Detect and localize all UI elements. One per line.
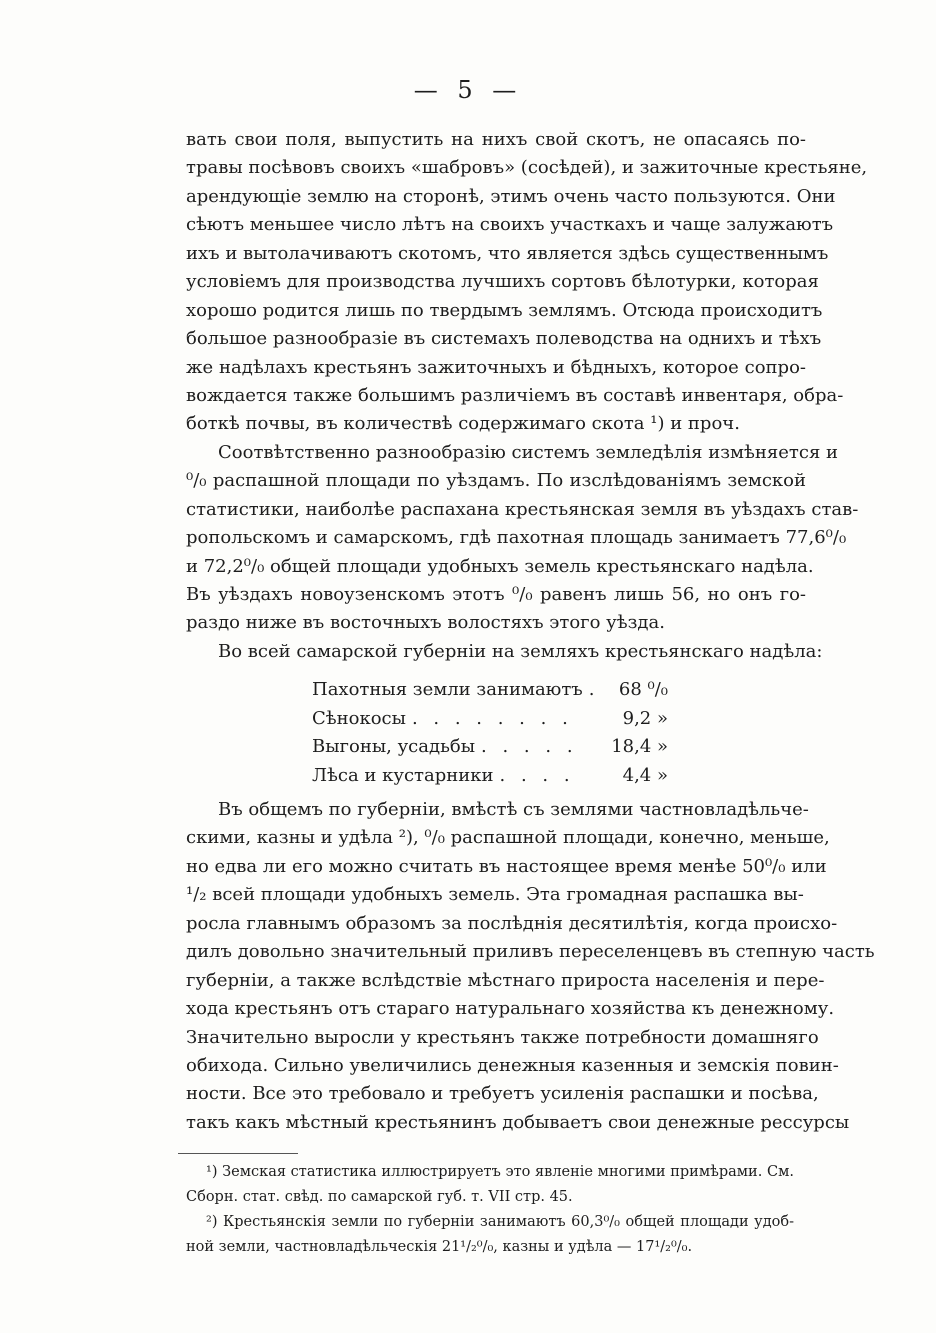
paragraph-3: [186, 638, 823, 666]
text-line: дилъ довольно значительный приливъ переселенцевъ въ степную часть: [186, 941, 875, 963]
text-line: травы посѣвовъ своихъ «шабровъ» (сосѣдей), и зажиточные крестьяне,: [186, 157, 868, 179]
text-line: статистики, наиболѣе распахана крестьянская земля въ уѣздахъ став-: [186, 498, 859, 520]
paragraph-2: [186, 439, 859, 638]
text-line: ихъ и вытолачиваютъ скотомъ, что является здѣсь существеннымъ: [186, 242, 829, 264]
text-line: арендующіе землю на сторонѣ, этимъ очень часто пользуются. Они: [186, 185, 836, 207]
footnote-2: [186, 1210, 794, 1260]
text-line: вождается также большимъ различіемъ въ составѣ инвентаря, обра-: [186, 384, 844, 406]
table-leader-dots: . . . . .: [481, 736, 578, 757]
table-label: Пахотныя земли занимаютъ: [312, 679, 583, 700]
text-line: ¹/₂ всей площади удобныхъ земель. Эта громадная распашка вы-: [186, 884, 804, 906]
table-leader-dots: . . . .: [499, 764, 575, 786]
footnote-line: Сборн. стат. свѣд. по самарской губ. т. VII стр. 45.: [186, 1189, 573, 1205]
table-leader-dots: .: [588, 679, 600, 700]
text-line: условіемъ для производства лучшихъ сортовъ бѣлотурки, которая: [186, 271, 819, 293]
text-line: росла главнымъ образомъ за послѣднія десятилѣтія, когда происхо-: [186, 912, 838, 934]
text-line: Въ уѣздахъ новоузенскомъ этотъ ⁰/₀ равенъ лишь 56, но онъ го-: [186, 584, 806, 605]
table-leader-dots: . . . . . . . .: [411, 707, 573, 729]
text-line: ности. Все это требовало и требуетъ усиленія распашки и посѣва,: [186, 1083, 819, 1105]
text-line: обихода. Сильно увеличились денежныя казенныя и земскія повин-: [186, 1054, 839, 1076]
text-line: скими, казны и удѣла ²), ⁰/₀ распашной площади, конечно, меньше,: [186, 827, 830, 849]
text-line: хода крестьянъ отъ стараго натуральнаго хозяйства къ денежному.: [186, 998, 835, 1020]
table-label: Выгоны, усадьбы: [312, 736, 476, 757]
text-line: такъ какъ мѣстный крестьянинъ добываетъ свои денежные рессурсы: [186, 1111, 850, 1133]
text-line: ропольскомъ и самарскомъ, гдѣ пахотная площадь занимаетъ 77,6⁰/₀: [186, 527, 847, 549]
table-label: Сѣнокосы: [312, 707, 406, 729]
text-line: но едва ли его можно считать въ настоящее время менѣе 50⁰/₀ или: [186, 855, 827, 877]
text-line: хорошо родится лишь по твердымъ землямъ. Отсюда происходитъ: [186, 299, 823, 321]
text-line: ⁰/₀ распашной площади по уѣздамъ. По изслѣдованіямъ земской: [186, 470, 806, 492]
text-line: и 72,2⁰/₀ общей площади удобныхъ земель крестьянскаго надѣла.: [186, 555, 814, 577]
land-use-table: [312, 676, 668, 790]
footnote-line: ²) Крестьянскія земли по губерніи занимаютъ 60,3⁰/₀ общей площади удоб-: [206, 1214, 794, 1230]
text-line: сѣютъ меньшее число лѣтъ на своихъ участкахъ и чаще залужаютъ: [186, 214, 834, 236]
main-text-block-1: [186, 126, 868, 666]
table-value: 9,2 »: [622, 707, 668, 729]
footnote-divider: [178, 1153, 298, 1154]
footnotes: [186, 1160, 794, 1260]
table-row: [312, 705, 668, 734]
table-row: [312, 733, 668, 762]
table-value: 18,4 »: [611, 736, 668, 757]
text-line: Во всей самарской губерніи на земляхъ крестьянскаго надѣла:: [218, 640, 823, 662]
table-label: Лѣса и кустарники: [312, 764, 494, 786]
text-line: вать свои поля, выпустить на нихъ свой скотъ, не опасаясь по-: [186, 129, 806, 150]
text-line: Въ общемъ по губерніи, вмѣстѣ съ землями частновладѣльче-: [218, 799, 809, 820]
table-row: [312, 676, 668, 705]
text-line: Значительно выросли у крестьянъ также потребности домашняго: [186, 1026, 819, 1048]
table-row: [312, 762, 668, 791]
text-line: большое разнообразіе въ системахъ полеводства на однихъ и тѣхъ: [186, 328, 822, 350]
paragraph-1: [186, 126, 868, 439]
table-value: 68 ⁰/₀: [618, 679, 668, 700]
text-line: Соотвѣтственно разнообразію системъ земледѣлія измѣняется и: [218, 441, 839, 463]
footnote-1: [186, 1160, 794, 1210]
footnote-line: ¹) Земская статистика иллюстрируетъ это явленіе многими примѣрами. См.: [206, 1164, 794, 1180]
text-line: губерніи, а также вслѣдствіе мѣстнаго прироста населенія и пере-: [186, 969, 825, 991]
text-line: раздо ниже въ восточныхъ волостяхъ этого уѣзда.: [186, 612, 665, 634]
main-text-block-2: [186, 796, 875, 1137]
text-line: же надѣлахъ крестьянъ зажиточныхъ и бѣдныхъ, которое сопро-: [186, 356, 806, 378]
table-value: 4,4 »: [622, 764, 668, 786]
page-number: — 5 —: [413, 76, 523, 104]
text-line: боткѣ почвы, въ количествѣ содержимаго скота ¹) и проч.: [186, 413, 740, 435]
footnote-line: ной земли, частновладѣльческія 21¹/₂⁰/₀, казны и удѣла — 17¹/₂⁰/₀.: [186, 1239, 693, 1255]
